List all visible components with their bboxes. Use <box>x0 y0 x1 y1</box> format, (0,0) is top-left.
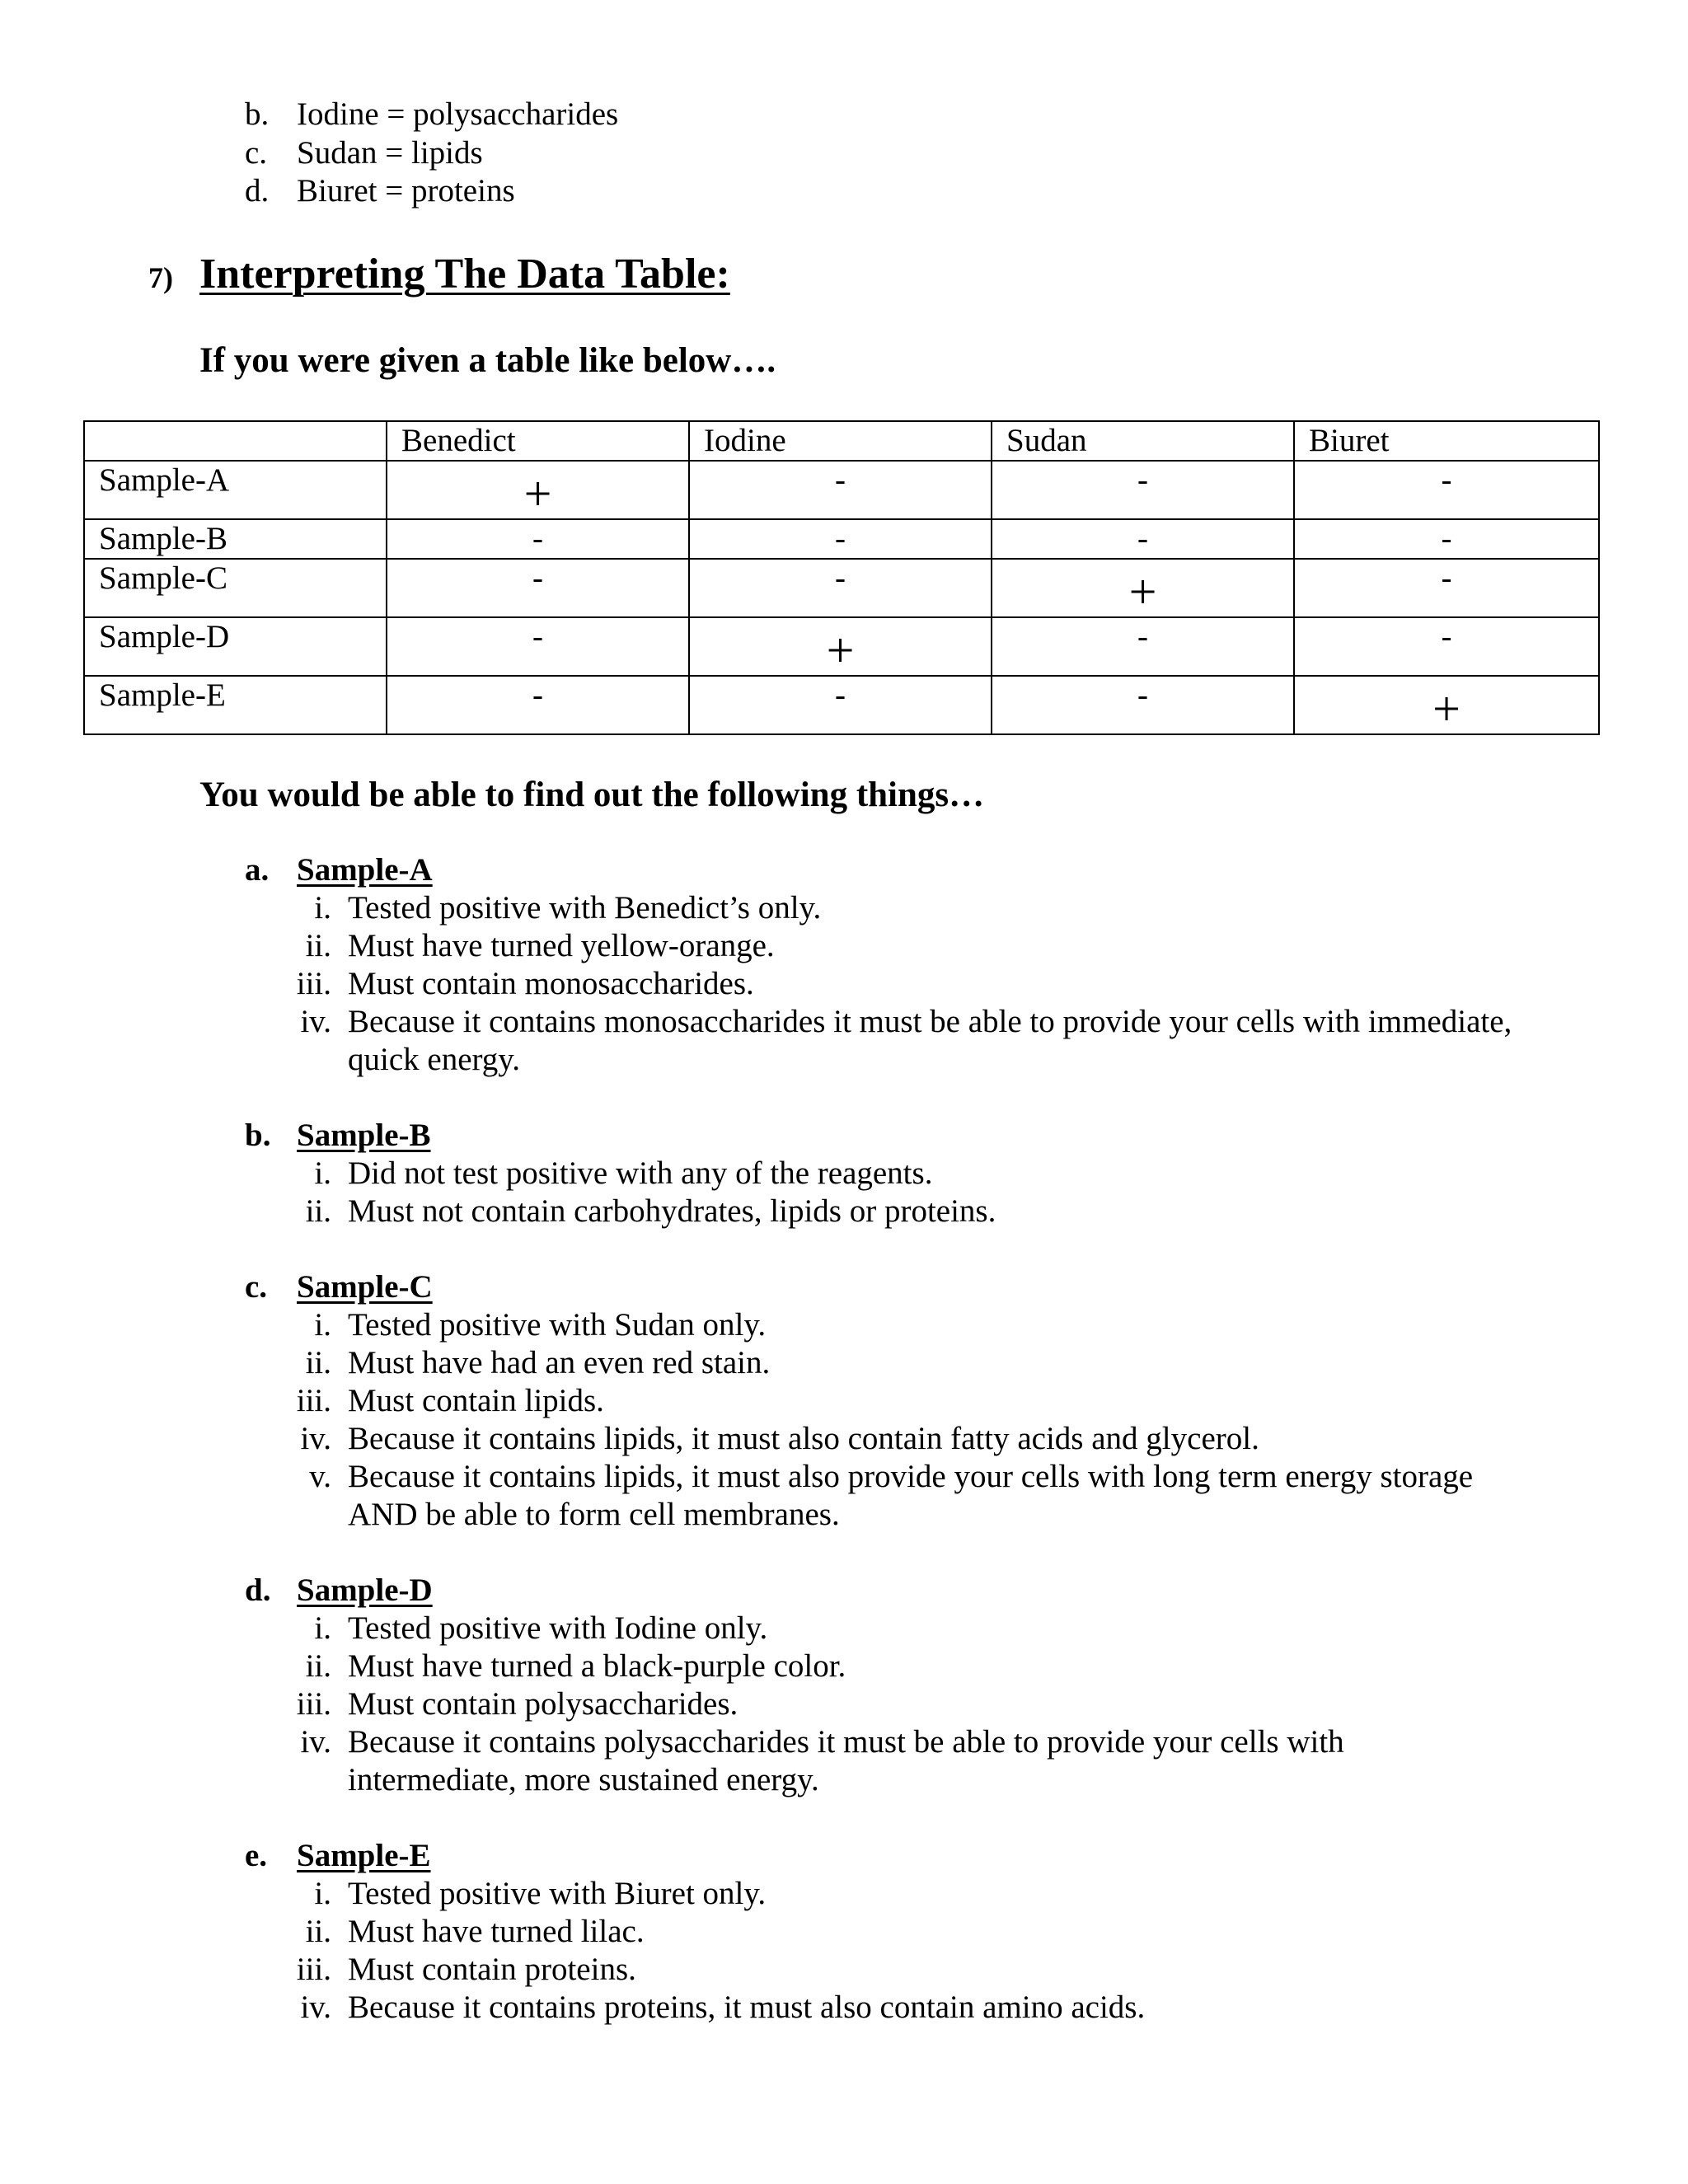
table-row <box>84 676 1599 734</box>
list-item: i. Tested positive with Biuret only. <box>314 1876 767 1911</box>
findings-intro: You would be able to find out the following things… <box>199 776 985 814</box>
row-label: Sample-C <box>84 559 387 617</box>
list-item: ii. Must have turned a black-purple color. <box>305 1648 846 1684</box>
list-item: b. Iodine = polysaccharides <box>245 96 619 132</box>
result-cell: - <box>689 559 992 617</box>
result-cell: - <box>992 519 1294 559</box>
result-cell: - <box>992 617 1294 676</box>
result-cell: - <box>387 676 689 734</box>
result-cell: + <box>1294 676 1599 734</box>
finding-group-sample-c: c. Sample-C i. Tested positive with Sudan only. ii. Must have had an even red stain. iii. Must contain lipids. iv. Because it contains lipids, it must also contain fatty acids and glycerol. v. Because it contains lipids, it must also provide your cells with long term energy storage AND be able to form cell membranes. <box>245 1268 1518 1534</box>
row-label: Sample-A <box>84 461 387 519</box>
column-header-sudan: Sudan <box>992 421 1294 461</box>
list-item: iv. Because it contains monosaccharides it must be able to provide your cells with immediate, quick energy. <box>300 1004 1512 1077</box>
list-item: iii. Must contain monosaccharides. <box>296 966 754 1001</box>
result-cell: - <box>992 461 1294 519</box>
list-item: d. Biuret = proteins <box>245 173 515 209</box>
result-cell: - <box>689 519 992 559</box>
list-item: i. Tested positive with Iodine only. <box>314 1610 768 1646</box>
section-heading <box>148 250 730 298</box>
list-item: ii. Must have turned yellow-orange. <box>305 928 775 963</box>
list-item: iv. Because it contains proteins, it must also contain amino acids. <box>300 1990 1146 2025</box>
table-row <box>84 617 1599 676</box>
list-item: iv. Because it contains polysaccharides it must be able to provide your cells with intermediate, more sustained energy. <box>300 1724 1344 1797</box>
result-cell: - <box>387 617 689 676</box>
list-item: iii. Must contain lipids. <box>296 1383 604 1418</box>
finding-group-sample-a: a. Sample-A i. Tested positive with Benedict’s only. ii. Must have turned yellow-orange. iii. Must contain monosaccharides. iv. Because it contains monosaccharides it must be able to provide your cells with immediate, quick energy. <box>245 851 1518 1079</box>
result-cell: - <box>387 519 689 559</box>
result-cell: + <box>387 461 689 519</box>
row-label: Sample-B <box>84 519 387 559</box>
result-cell: - <box>992 676 1294 734</box>
list-item: iii. Must contain polysaccharides. <box>296 1686 738 1722</box>
result-cell: + <box>689 617 992 676</box>
finding-group-sample-d: d. Sample-D i. Tested positive with Iodine only. ii. Must have turned a black-purple color. iii. Must contain polysaccharides. iv. Because it contains polysaccharides it must be able to provide your cells with intermediate, more sustained energy. <box>245 1572 1518 1799</box>
table-header-row <box>84 421 1599 461</box>
group-title: Sample-B <box>297 1118 431 1153</box>
result-cell: + <box>992 559 1294 617</box>
list-item: iv. Because it contains lipids, it must also contain fatty acids and glycerol. <box>300 1421 1259 1456</box>
result-cell: - <box>387 559 689 617</box>
list-item: i. Tested positive with Sudan only. <box>314 1307 767 1343</box>
table-row <box>84 461 1599 519</box>
section-title: Interpreting The Data Table: <box>199 251 730 298</box>
group-title: Sample-A <box>297 852 433 888</box>
section-number: 7) <box>148 261 173 294</box>
findings-list <box>245 851 1518 2064</box>
result-cell: - <box>1294 519 1599 559</box>
group-title: Sample-D <box>297 1572 433 1608</box>
result-cell: - <box>689 461 992 519</box>
table-row <box>84 519 1599 559</box>
result-cell: - <box>1294 559 1599 617</box>
result-cell: - <box>1294 461 1599 519</box>
group-title: Sample-C <box>297 1269 433 1305</box>
list-item: c. Sudan = lipids <box>245 134 483 171</box>
list-item: i. Tested positive with Benedict’s only. <box>314 890 822 926</box>
group-title: Sample-E <box>297 1838 431 1873</box>
intro-text: If you were given a table like below…. <box>199 341 776 380</box>
row-label: Sample-E <box>84 676 387 734</box>
table-row <box>84 559 1599 617</box>
column-header-iodine: Iodine <box>689 421 992 461</box>
column-header-biuret: Biuret <box>1294 421 1599 461</box>
result-cell: - <box>689 676 992 734</box>
list-item: v. Because it contains lipids, it must also provide your cells with long term energy storage AND be able to form cell membranes. <box>309 1459 1474 1532</box>
column-header-benedict: Benedict <box>387 421 689 461</box>
reagent-list <box>245 96 618 211</box>
list-item: ii. Must not contain carbohydrates, lipids or proteins. <box>305 1193 996 1229</box>
finding-group-sample-b: b. Sample-B i. Did not test positive with any of the reagents. ii. Must not contain carbohydrates, lipids or proteins. <box>245 1117 1518 1230</box>
result-cell: - <box>1294 617 1599 676</box>
list-item: iii. Must contain proteins. <box>296 1952 636 1987</box>
list-item: ii. Must have turned lilac. <box>305 1914 645 1949</box>
list-item: i. Did not test positive with any of the reagents. <box>314 1155 933 1191</box>
column-header <box>84 421 387 461</box>
row-label: Sample-D <box>84 617 387 676</box>
results-table <box>83 420 1600 735</box>
list-item: ii. Must have had an even red stain. <box>305 1345 771 1380</box>
finding-group-sample-e: e. Sample-E i. Tested positive with Biuret only. ii. Must have turned lilac. iii. Must contain proteins. iv. Because it contains proteins, it must also contain amino acids. <box>245 1837 1518 2027</box>
